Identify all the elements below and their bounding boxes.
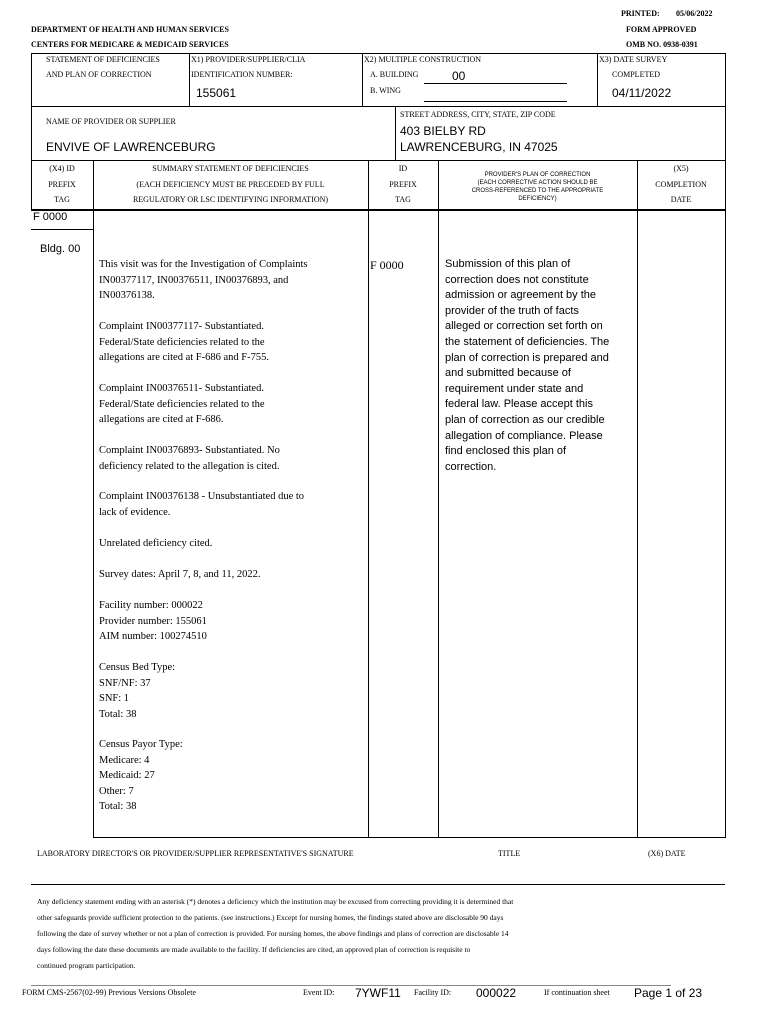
plan-subheader-1: (EACH CORRECTIVE ACTION SHOULD BE [477,180,598,186]
summary-paragraph: Unrelated deficiency cited. [99,538,213,549]
form-approved: FORM APPROVED [626,25,697,34]
event-id-value: 7YWF11 [355,986,401,1000]
x2-label: X2) MULTIPLE CONSTRUCTION [364,55,482,64]
page-number: Page 1 of 23 [634,986,703,1000]
completion-header: COMPLETION [655,180,707,189]
title-label: TITLE [498,849,521,858]
survey-date-value: 04/11/2022 [612,86,672,100]
summary-paragraph: Census Payor Type: Medicare: 4 Medicaid: 27 Other: 7 Total: 38 [99,739,183,813]
form-number: FORM CMS-2567(02-99) Previous Versions Obsolete [22,988,197,997]
plan-of-correction-text: Submission of this plan of correction does not constitute admission or agreement by the provider of the truth of facts alleged or correction set forth on the statement of deficiencies. The plan of correction is prepared and and submitted because of requirement under state and federal law. Please accept this plan of correction as our credible allegation of compliance. Please find enclosed this plan of correction. [445,258,610,473]
right-tag: F 0000 [370,258,404,272]
x4-id-header: (X4) ID [49,164,75,173]
signature-date-label: (X6) DATE [648,849,686,858]
printed-date: 05/06/2022 [676,9,713,18]
city-state-zip: LAWRENCEBURG, IN 47025 [400,140,558,154]
street-address: 403 BIELBY RD [400,124,486,138]
left-tag: F 0000 [33,211,68,223]
summary-subheader-1: (EACH DEFICIENCY MUST BE PRECEDED BY FULL [136,180,325,189]
identification-number-label: IDENTIFICATION NUMBER: [191,70,293,79]
plan-subheader-3: DEFICIENCY) [518,196,557,202]
facility-id-value: 000022 [476,986,517,1000]
statement-label: STATEMENT OF DEFICIENCIES [46,55,160,64]
continuation-label: If continuation sheet [544,988,610,997]
omb-number: OMB NO. 0938-0391 [626,40,698,49]
x5-header: (X5) [673,164,689,173]
x1-label: X1) PROVIDER/SUPPLIER/CLIA [191,55,306,64]
facility-id-label: Facility ID: [414,988,452,997]
summary-paragraph: This visit was for the Investigation of Complaints IN00377117, IN00376511, IN00376893, and IN00376138. [99,259,308,302]
id-header: ID [398,164,408,173]
x4-tag-header: TAG [54,195,70,204]
plan-of-correction-label: AND PLAN OF CORRECTION [46,70,152,79]
wing-label: B. WING [370,86,401,95]
x3-label: X3) DATE SURVEY [599,55,668,64]
department-name: DEPARTMENT OF HEALTH AND HUMAN SERVICES [31,25,229,34]
event-id-label: Event ID: [303,988,335,997]
provider-name: ENVIVE OF LAWRENCEBURG [46,140,216,154]
summary-subheader-2: REGULATORY OR LSC IDENTIFYING INFORMATION) [132,195,329,204]
centers-name: CENTERS FOR MEDICARE & MEDICAID SERVICES [31,40,229,49]
date-header: DATE [670,195,692,204]
building-value: 00 [452,69,466,83]
summary-paragraph: Complaint IN00376893- Substantiated. No deficiency related to the allegation is cited. [99,445,280,472]
signature-label: LABORATORY DIRECTOR'S OR PROVIDER/SUPPLIER REPRESENTATIVE'S SIGNATURE [37,849,354,858]
id-tag-header: TAG [395,195,411,204]
provider-id-value: 155061 [196,86,237,100]
summary-paragraph: Complaint IN00376138 - Unsubstantiated due to lack of evidence. [99,491,305,518]
summary-paragraph: Complaint IN00376511- Substantiated. Federal/State deficiencies related to the allegations are cited at F-686. [99,383,265,426]
id-prefix-header: PREFIX [389,180,417,189]
x4-prefix-header: PREFIX [48,180,76,189]
printed-label: PRINTED: [621,9,660,18]
provider-name-label: NAME OF PROVIDER OR SUPPLIER [46,117,176,126]
summary-header: SUMMARY STATEMENT OF DEFICIENCIES [152,164,309,173]
plan-header: PROVIDER'S PLAN OF CORRECTION [484,172,591,178]
completed-label: COMPLETED [612,70,660,79]
plan-subheader-2: CROSS-REFERENCED TO THE APPROPRIATE [471,188,604,194]
summary-paragraph: Survey dates: April 7, 8, and 11, 2022. [99,569,261,580]
address-label: STREET ADDRESS, CITY, STATE, ZIP CODE [400,110,556,119]
disclaimer: Any deficiency statement ending with an asterisk (*) denotes a deficiency which the institution may be excused from correcting providing it is determined that other safeguards provide sufficient protection to the patients. (see instructions.) Except for nursing homes, the findings stated above are disclosable 90 days following the date of survey whether or not a plan of correction is provided. For nursing homes, the above findings and plans of correction are disclosable 14 days following the date these documents are made available to the facility. If deficiencies are cited, an approved plan of correction is requisite to continued program participation. [37,897,514,970]
summary-paragraph: Complaint IN00377117- Substantiated. Federal/State deficiencies related to the allegations are cited at F-686 and F-755. [99,321,269,364]
summary-paragraph: Facility number: 000022 Provider number: 155061 AIM number: 100274510 [99,600,207,643]
summary-paragraph: Census Bed Type: SNF/NF: 37 SNF: 1 Total: 38 [99,662,176,720]
building-label: A. BUILDING [370,70,419,79]
building-tag: Bldg. 00 [40,243,81,255]
